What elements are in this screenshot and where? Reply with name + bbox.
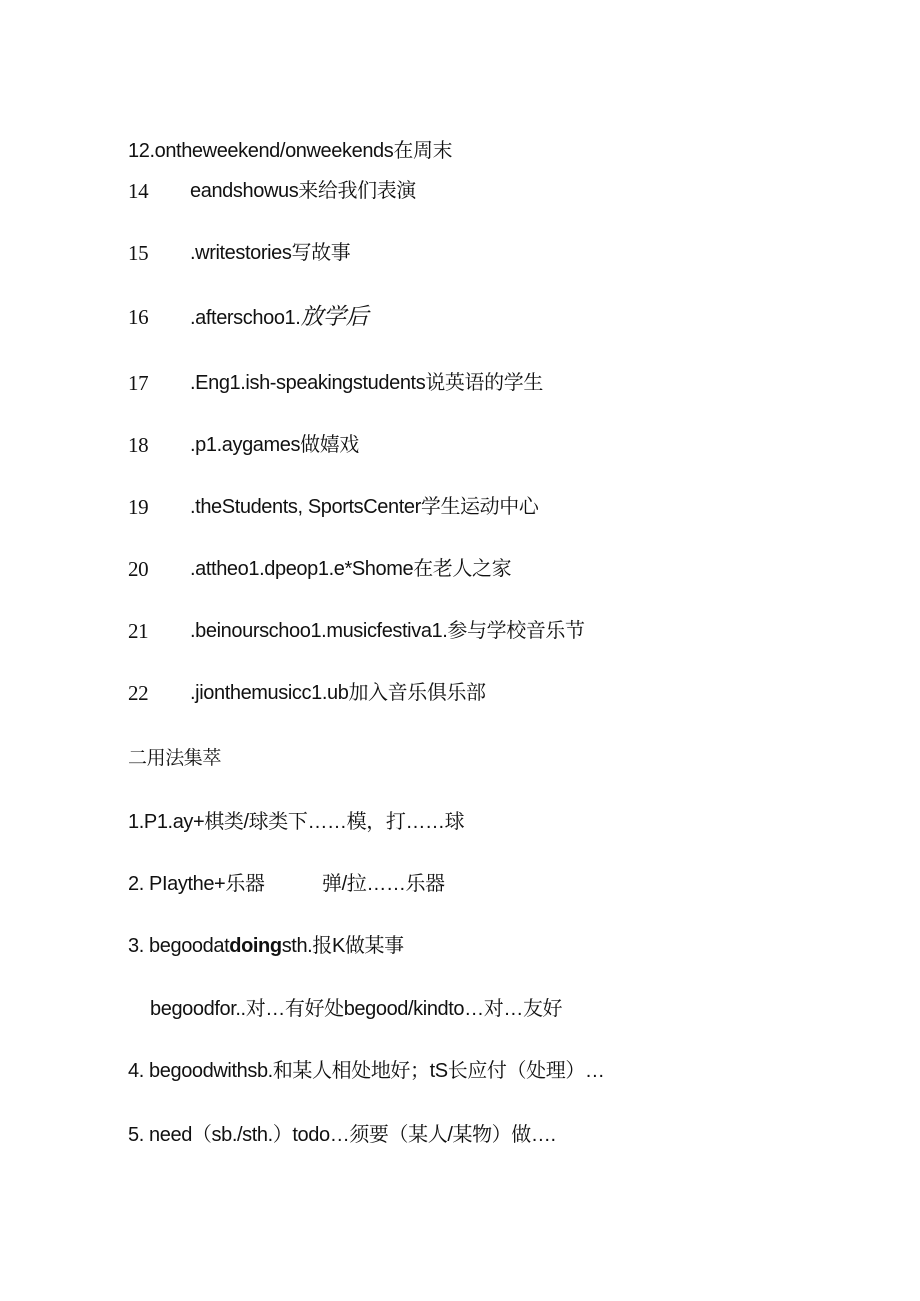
phrase-text: 12.ontheweekend/onweekends在周末 (128, 140, 453, 162)
phrase-number: 19 (128, 495, 149, 519)
phrase-english: .afterschoo1. (190, 307, 301, 329)
phrase-text: .theStudents, SportsCenter学生运动中心 (190, 496, 539, 518)
usage-text: begoodfor..对…有好处begood/kindto…对…友好 (150, 998, 563, 1020)
usage-text-a: 2. PIaythe+乐器 (128, 873, 265, 895)
section-heading-text: 二用法集萃 (128, 748, 222, 769)
usage-part: sth.报K做某事 (281, 935, 404, 957)
usage-part: 3. begoodat (128, 935, 230, 957)
phrase-text: .Eng1.ish-speakingstudents说英语的学生 (190, 372, 543, 394)
phrase-number: 20 (128, 557, 149, 581)
phrase-number: 21 (128, 619, 149, 643)
usage-text: 5. need（sb./sth.）todo…须要（某人/某物）做…. (128, 1124, 556, 1146)
phrase-text: eandshowus来给我们表演 (190, 180, 416, 202)
usage-text-b: 弹/拉……乐器 (322, 873, 445, 895)
usage-text (128, 934, 404, 958)
phrase-text: .p1.aygames做嬉戏 (190, 434, 359, 456)
usage-part-bold: doing (229, 935, 282, 957)
usage-text: 1.P1.ay+棋类/球类下……模，打……球 (128, 811, 465, 833)
phrase-text: .jionthemusicc1.ub加入音乐俱乐部 (190, 682, 486, 704)
phrase-text: .writestories写故事 (190, 242, 351, 264)
phrase-text (190, 305, 368, 330)
phrase-number: 15 (128, 241, 149, 265)
phrase-number: 22 (128, 681, 149, 705)
usage-text: 4. begoodwithsb.和某人相处地好；tS长应付（处理）… (128, 1060, 605, 1082)
phrase-text: .attheo1.dpeop1.e*Shome在老人之家 (190, 558, 512, 580)
phrase-chinese-italic: 放学后 (300, 304, 369, 330)
phrase-number: 18 (128, 433, 149, 457)
phrase-text: .beinourschoo1.musicfestiva1.参与学校音乐节 (190, 620, 585, 642)
phrase-number: 16 (128, 305, 149, 329)
phrase-number: 17 (128, 371, 149, 395)
phrase-number: 14 (128, 179, 149, 203)
